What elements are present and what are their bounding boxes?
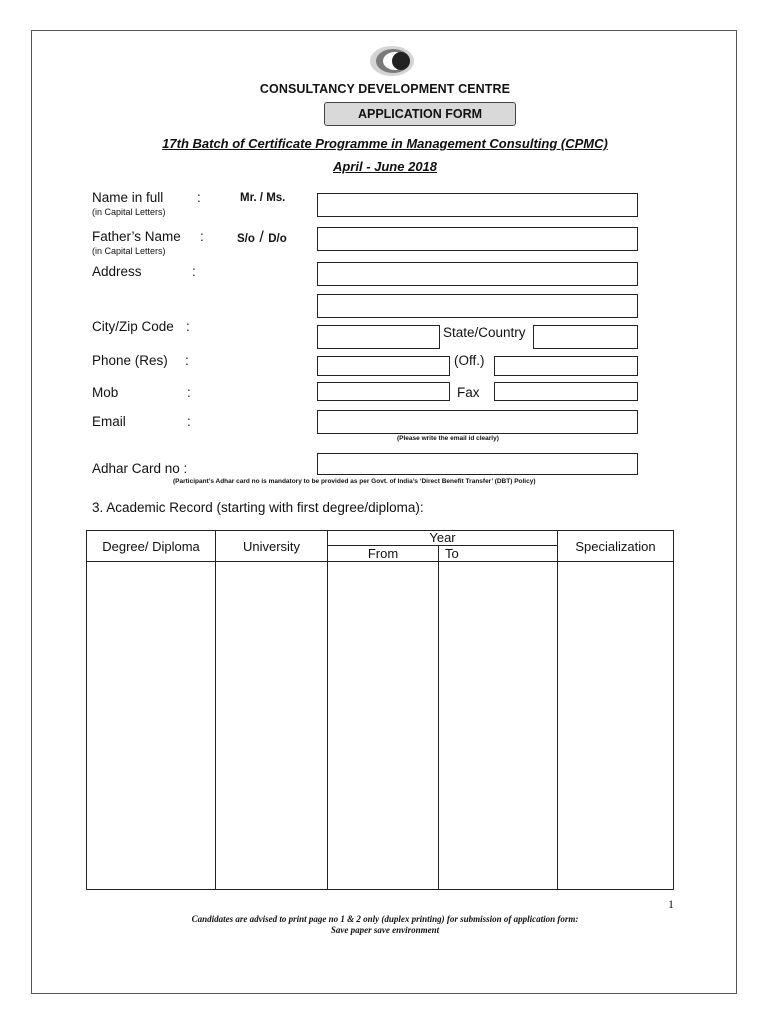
address-input-line2[interactable] [317,294,638,318]
adhar-input[interactable] [317,453,638,475]
academic-heading: 3. Academic Record (starting with first degree/diploma): [92,500,424,515]
col-from-header: From [328,546,439,562]
col-to-header: To [439,546,558,562]
phone-res-label: Phone (Res) [92,353,168,368]
mob-input[interactable] [317,382,450,401]
footer-note-line2: Save paper save environment [330,925,440,935]
from-cell[interactable] [328,562,439,890]
address-label: Address [92,264,142,279]
footer-note [0,914,770,936]
adhar-note: (Participant’s Adhar card no is mandatory to be provided as per Govt. of India’s ‘Direct Benefit Transfer’ (DBT) Policy) [173,478,536,485]
fax-label: Fax [457,385,480,400]
name-sublabel: (in Capital Letters) [92,207,166,217]
phone-res-colon: : [185,353,189,368]
father-name-colon: : [200,229,204,244]
city-zip-input[interactable] [317,325,440,349]
email-label: Email [92,414,126,429]
phone-off-label: (Off.) [454,353,485,368]
page-number: 1 [668,897,674,911]
col-specialization-header: Specialization [558,531,674,562]
state-country-label: State/Country [443,325,526,340]
father-salutation-so: S/o [237,233,255,245]
cdc-logo-icon [368,44,420,78]
name-colon: : [197,190,201,205]
programme-title: 17th Batch of Certificate Programme in Management Consulting (CPMC) [162,136,608,151]
email-colon: : [187,414,191,429]
fax-input[interactable] [494,382,638,401]
city-zip-label: City/Zip Code [92,319,174,334]
father-salutation [237,229,287,247]
email-input[interactable] [317,410,638,434]
col-degree-header: Degree/ Diploma [87,531,216,562]
father-name-input[interactable] [317,227,638,251]
father-salutation-sep: / [259,229,264,246]
university-cell[interactable] [216,562,328,890]
footer-note-line1: Candidates are advised to print page no 1 & 2 only (duplex printing) for submission of application form: [191,914,579,924]
col-university-header: University [216,531,328,562]
phone-off-input[interactable] [494,356,638,376]
specialization-cell[interactable] [558,562,674,890]
father-salutation-do: D/o [268,233,287,245]
email-note: (Please write the email id clearly) [397,435,499,442]
mob-colon: : [187,385,191,400]
academic-record-table [86,530,674,890]
father-name-label: Father’s Name [92,229,181,244]
state-country-input[interactable] [533,325,638,349]
adhar-label: Adhar Card no : [92,461,188,476]
father-name-sublabel: (in Capital Letters) [92,246,166,256]
address-colon: : [192,264,196,279]
address-input-line1[interactable] [317,262,638,286]
mob-label: Mob [92,385,119,400]
programme-period: April - June 2018 [332,159,438,174]
form-title: APPLICATION FORM [324,102,516,126]
col-year-header: Year [328,531,558,546]
name-label: Name in full [92,190,164,205]
to-cell[interactable] [439,562,558,890]
degree-cell[interactable] [87,562,216,890]
phone-res-input[interactable] [317,356,450,376]
city-zip-colon: : [186,319,190,334]
name-input[interactable] [317,193,638,217]
name-salutation: Mr. / Ms. [240,192,286,204]
org-name: CONSULTANCY DEVELOPMENT CENTRE [259,82,511,96]
